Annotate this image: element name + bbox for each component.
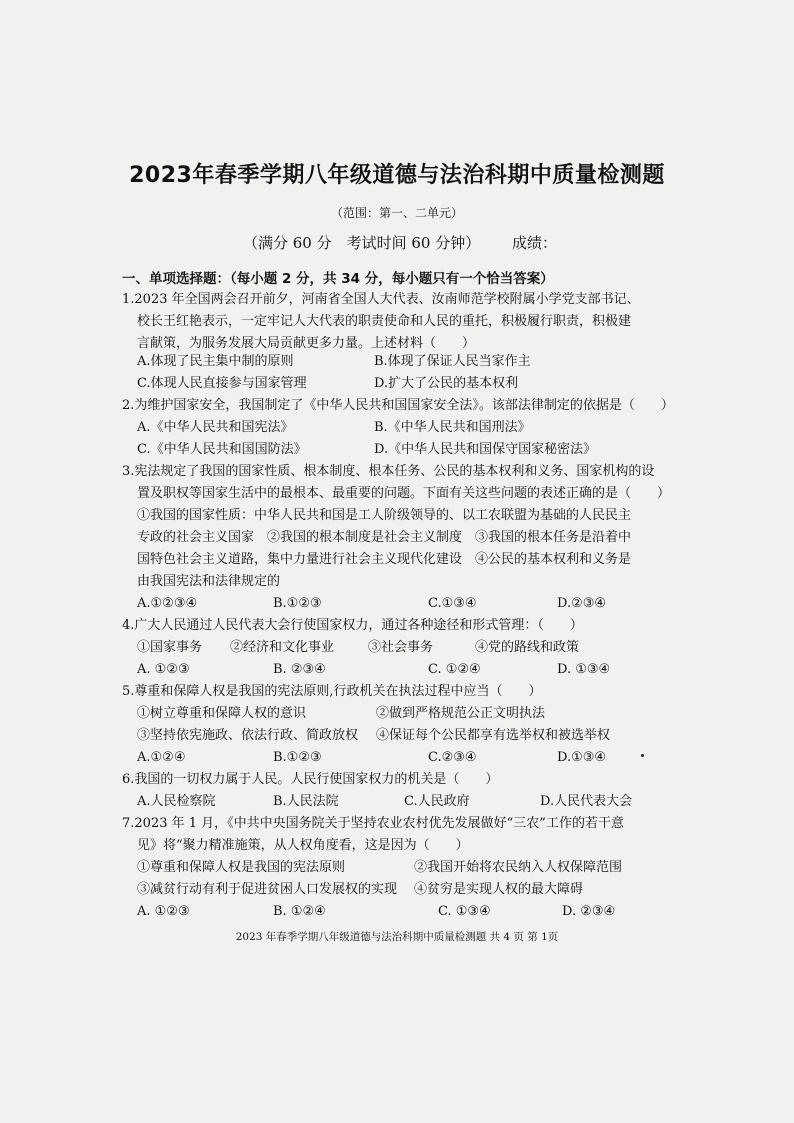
- question-line: 置及职权等国家生活中的最根本、最重要的问题。下面有关这些问题的表述正确的是（ ）: [137, 486, 671, 501]
- section-heading: 一、单项选择题：（每小题 2 分，共 34 分，每小题只有一个恰当答案）: [122, 271, 554, 287]
- question-line: 5.尊重和保障人权是我国的宪法原则,行政机关在执法过程中应当（ ）: [122, 684, 542, 699]
- option-text: B.①②③: [273, 750, 322, 765]
- option-text: B.体现了保证人民当家作主: [374, 354, 531, 369]
- score-time-info: （满分 60 分 考试时间 60 分钟）: [243, 234, 481, 252]
- option-text: D.《中华人民共和国保守国家秘密法》: [374, 442, 597, 457]
- option-text: ①国家事务: [137, 640, 203, 655]
- option-text: C.《中华人民共和国国防法》: [137, 442, 307, 457]
- page-title: 2023年春季学期八年级道德与法治科期中质量检测题: [129, 163, 665, 188]
- option-text: C.人民政府: [404, 794, 470, 809]
- option-text: ④贫穷是实现人权的最大障碍: [414, 882, 584, 897]
- question-line: 由我国宪法和法律规定的: [137, 574, 281, 589]
- question-line: 4.广大人民通过人民代表大会行使国家权力，通过各种途径和形式管理：（ ）: [122, 618, 583, 633]
- option-text: D. ①③④: [557, 662, 611, 677]
- option-text: D.扩大了公民的基本权利: [374, 376, 519, 391]
- option-text: D. ②③④: [562, 904, 616, 919]
- question-line: 校长王红艳表示，一定牢记人大代表的职责使命和人民的重托，积极履行职责，积极建: [137, 314, 632, 329]
- option-text: A.《中华人民共和国宪法》: [137, 420, 294, 435]
- question-line: ①我国的国家性质：中华人民共和国是工人阶级领导的、以工农联盟为基础的人民民主: [137, 508, 632, 523]
- option-text: D.人民代表大会: [540, 794, 633, 809]
- option-text: ④党的路线和政策: [475, 640, 580, 655]
- option-text: B.人民法院: [273, 794, 339, 809]
- option-text: ③社会事务: [368, 640, 434, 655]
- option-text: A. ①②③: [137, 662, 190, 677]
- grade-label: 成绩：: [512, 234, 558, 252]
- option-text: C. ①③④: [438, 904, 491, 919]
- question-line: 6.我国的一切权力属于人民。人民行使国家权力的机关是（ ）: [122, 772, 499, 787]
- option-text: B.《中华人民共和国刑法》: [374, 420, 531, 435]
- option-text: C.①③④: [428, 596, 477, 611]
- option-text: A. ①②③: [137, 904, 190, 919]
- option-text: C.②③④: [428, 750, 477, 765]
- option-text: ③减贫行动有利于促进贫困人口发展权的实现: [137, 882, 398, 897]
- option-text: B.①②③: [273, 596, 322, 611]
- question-line: 3.宪法规定了我国的国家性质、根本制度、根本任务、公民的基本权利和义务、国家机构的设: [122, 464, 655, 479]
- option-text: A.人民检察院: [137, 794, 216, 809]
- option-text: ①树立尊重和保障人权的意识: [137, 706, 307, 721]
- question-line: 言献策，为服务发展大局贡献更多力量。上述材料（ ）: [137, 336, 476, 351]
- option-text: ①尊重和保障人权是我国的宪法原则: [137, 860, 346, 875]
- option-text: ②我国开始将农民纳入人权保障范围: [414, 860, 623, 875]
- option-text: C.体现人民直接参与国家管理: [137, 376, 307, 391]
- question-line: 7.2023 年 1 月，《中共中央国务院关于坚持农业农村优先发展做好“三农”工作的若干意: [122, 816, 624, 831]
- option-text: D.①③④: [557, 750, 607, 765]
- question-line: 国特色社会主义道路，集中力量进行社会主义现代化建设 ④公民的基本权利和义务是: [137, 552, 632, 567]
- option-text: D.②③④: [557, 596, 607, 611]
- option-text: ②经济和文化事业: [230, 640, 335, 655]
- option-text: A.①②④: [137, 750, 186, 765]
- scope-note: （范围：第一、二单元）: [330, 206, 463, 220]
- page-footer: 2023 年春季学期八年级道德与法治科期中质量检测题 共 4 页 第 1页: [235, 931, 559, 943]
- question-line: 1.2023 年全国两会召开前夕，河南省全国人大代表、汝南师范学校附属小学党支部书记、: [122, 292, 640, 307]
- option-text: C. ①②④: [428, 662, 481, 677]
- option-text: B. ①②④: [273, 904, 326, 919]
- speck: [641, 754, 644, 757]
- question-line: 2.为维护国家安全，我国制定了《中华人民共和国国家安全法》。该部法律制定的依据是（ ）: [122, 398, 674, 413]
- option-text: ③坚持依宪施政、依法行政、简政放权: [137, 728, 359, 743]
- option-text: A.体现了民主集中制的原则: [137, 354, 294, 369]
- option-text: ④保证每个公民都享有选举权和被选举权: [376, 728, 611, 743]
- option-text: B. ②③④: [273, 662, 326, 677]
- option-text: ②做到严格规范公正文明执法: [376, 706, 546, 721]
- question-line: 见》将“聚力精准施策，从人权角度看，这是因为（ ）: [137, 838, 469, 853]
- question-line: 专政的社会主义国家 ②我国的根本制度是社会主义制度 ③我国的根本任务是沿着中: [137, 530, 632, 545]
- option-text: A.①②③④: [137, 596, 198, 611]
